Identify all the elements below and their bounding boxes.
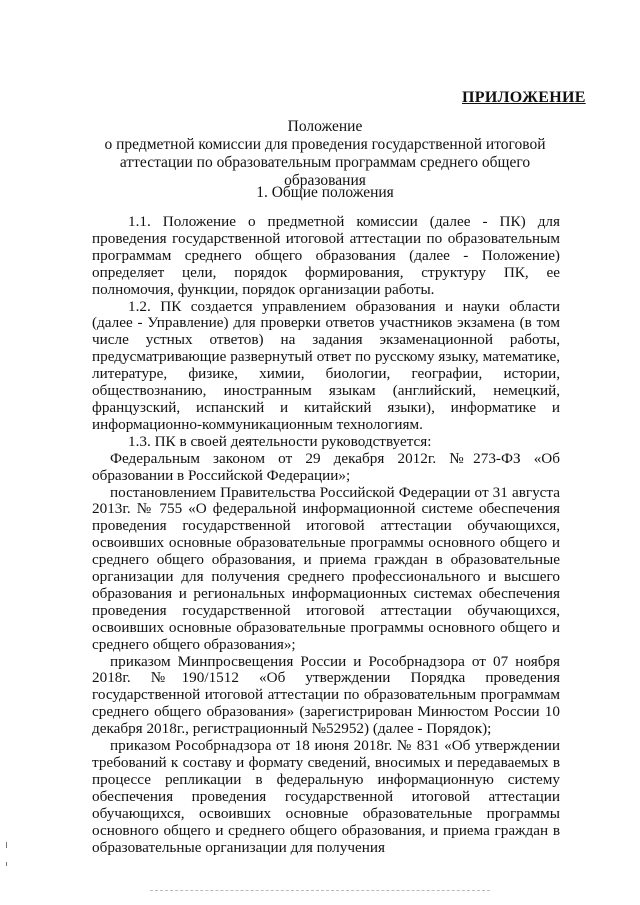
paragraph-federal-law: Федеральным законом от 29 декабря 2012г. №273-ФЗ «Об образовании в Российской Федерации»; xyxy=(92,449,560,484)
paragraph-1-3: 1.3. ПК в своей деятельности руководствуется: xyxy=(128,432,432,450)
paragraph-1-2: 1.2. ПК создается управлением образования и науки области (далее - Управление) для проверки ответов участников экзамена (в том числе устных ответов) на задания экзаменационной работы, предусматривающие развернутый ответ по русскому языку, математике, литературе, физике, химии, биологии, географии, истории, обществознанию, иностранным языкам (английский, немецкий, французский, испанский и китайский языки), информатике и информационно-коммуникационным технологиям. xyxy=(92,297,560,433)
scan-mark xyxy=(6,862,7,866)
title-line-3: аттестации по образовательным программам среднего общего образования xyxy=(119,154,531,189)
scan-mark xyxy=(6,842,7,848)
title-line-2: о предметной комиссии для проведения государственной итоговой xyxy=(104,136,546,153)
paragraph-government-decree: постановлением Правительства Российской Федерации от 31 августа 2013г. № 755 «О федеральной информационной системе обеспечения проведения государственной итоговой аттестации обучающихся, освоивших основные образовательные программы основного общего и среднего общего образования, и приема граждан в образовательные организации для получения среднего профессионального и высшего образования и региональных информационных системах обеспечения проведения государственной итоговой аттестации обучающихся, освоивших основные образовательные программы основного общего и среднего общего образования»; xyxy=(92,483,560,653)
section-heading: 1. Общие положения xyxy=(256,184,394,201)
paragraph-minprosvesh-order: приказом Минпросвещения России и Рособрнадзора от 07 ноября 2018г. №190/1512 «Об утверждении Порядка проведения государственной итоговой аттестации по образовательным программам среднего общего образования» (зарегистрирован Минюстом России 10 декабря 2018г., регистрационный №52952) (далее - Порядок); xyxy=(92,652,560,738)
document-body xyxy=(92,214,560,856)
scan-edge xyxy=(150,890,490,891)
paragraph-1-1: 1.1. Положение о предметной комиссии (далее - ПК) для проведения государственной итоговой аттестации по образовательным программам среднего общего образования (далее - Положение) определяет цели, порядок формирования, структуру ПК, ее полномочия, функции, порядок организации работы. xyxy=(92,213,560,298)
document-title xyxy=(90,118,560,190)
title-line-1: Положение xyxy=(287,118,363,135)
paragraph-rosobrnadzor-order: приказом Рособрнадзора от 18 июня 2018г. № 831 «Об утверждении требований к составу и формату сведений, вносимых и передаваемых в процессе репликации в федеральную информационную систему обеспечения проведения государственной итоговой аттестации обучающихся, освоивших основные образовательные программы основного общего и среднего общего образования, и приема граждан в образовательные организации для получения xyxy=(92,737,560,856)
appendix-label: ПРИЛОЖЕНИЕ xyxy=(462,89,586,106)
